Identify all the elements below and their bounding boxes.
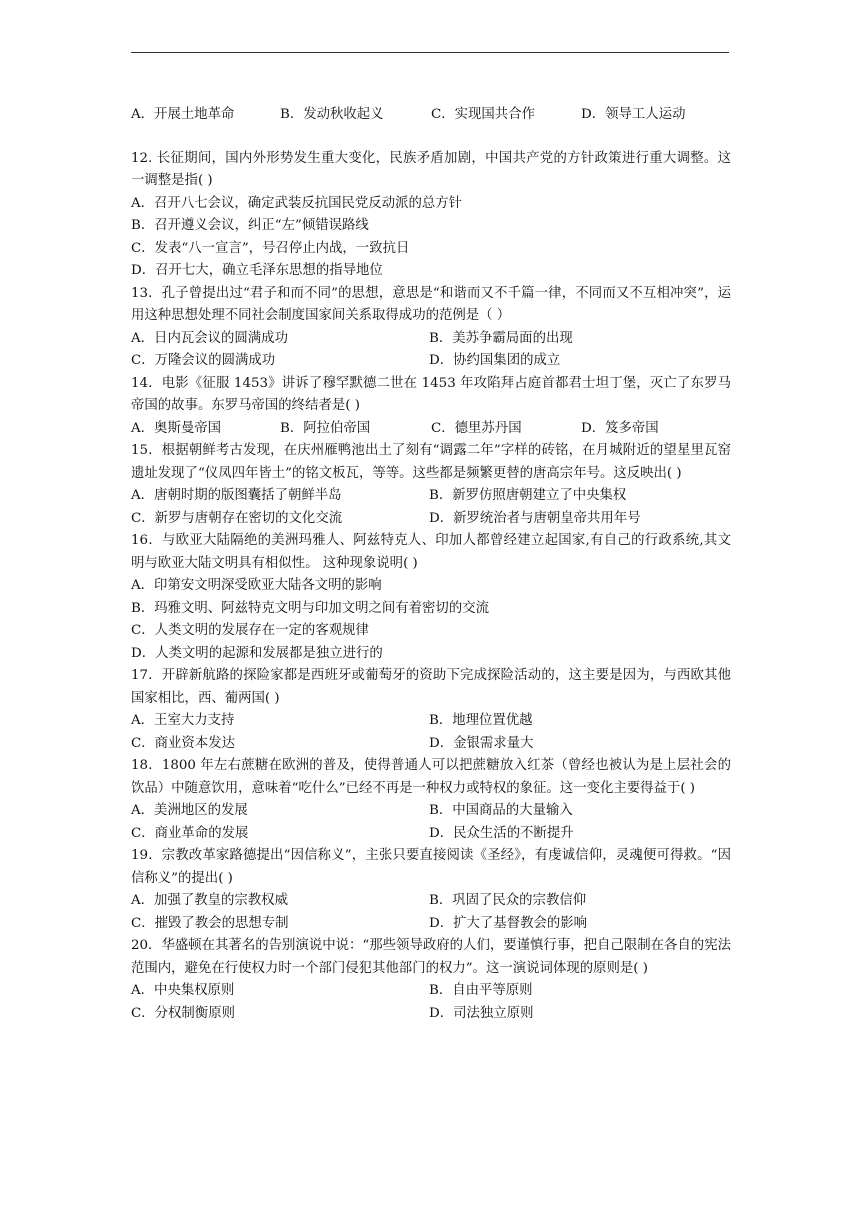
option-d: D．领导工人运动	[581, 107, 686, 122]
option-a: A．唐朝时期的版图囊括了朝鲜半岛	[131, 488, 342, 503]
question-stem: 19．宗教改革家路德提出“因信称义”，主张只要直接阅读《圣经》，有虔诚信仰，灵魂便可得救。“因信称义”的提出( )	[131, 848, 731, 886]
question-stem: 18．1800 年左右蔗糖在欧洲的普及，使得普通人可以把蔗糖放入红茶（曾经也被认为是上层社会的饮品）中随意饮用，意味着“吃什么”已经不再是一种权力或特权的象征。这一变化主要得益于( )	[131, 758, 731, 796]
option-b: B．美苏争霸局面的出现	[429, 330, 573, 346]
question-17	[131, 665, 731, 755]
option-c: C．商业革命的发展	[131, 825, 249, 841]
question-14	[131, 373, 731, 441]
question-list	[131, 104, 731, 1025]
option-c: C．德里苏丹国	[431, 420, 522, 436]
option-a: A．日内瓦会议的圆满成功	[131, 330, 288, 346]
option-a: A．开展土地革命	[131, 107, 235, 122]
option-a: A．奥斯曼帝国	[131, 420, 222, 436]
option-a: A．王室大力支持	[131, 713, 235, 728]
option-d: D．召开七大，确立毛泽东思想的指导地位	[131, 263, 383, 278]
option-b: B．召开遵义会议，纠正“左”倾错误路线	[131, 218, 369, 233]
option-c: C．万隆会议的圆满成功	[131, 353, 276, 368]
option-b: B．自由平等原则	[429, 983, 533, 998]
question-stem: 16．与欧亚大陆隔绝的美洲玛雅人、阿兹特克人、印加人都曾经建立起国家,有自己的行政系统,其文明与欧亚大陆文明具有相似性。 这种现象说明( )	[131, 533, 731, 571]
question-18	[131, 755, 731, 845]
option-b: B．发动秋收起义	[280, 107, 384, 122]
question-16	[131, 530, 731, 665]
question-stem: 14．电影《征服 1453》讲诉了穆罕默德二世在 1453 年攻陷拜占庭首都君士坦丁堡，灭亡了东罗马帝国的故事。东罗马帝国的终结者是( )	[131, 375, 731, 413]
option-c: C．新罗与唐朝存在密切的文化交流	[131, 510, 343, 526]
option-b: B．新罗仿照唐朝建立了中央集权	[429, 488, 627, 503]
question-stem: 15．根据朝鲜考古发现，在庆州雁鸭池出土了刻有“调露二年”字样的砖铭，在月城附近的望星里瓦窑遗址发现了“仪凤四年皆土”的铭文板瓦，等等。这些都是频繁更替的唐高宗年号。这反映出( )	[131, 443, 731, 481]
question-19	[131, 845, 731, 935]
option-d: D．人类文明的起源和发展都是独立进行的	[131, 645, 383, 661]
question-15	[131, 440, 731, 530]
option-c: C．商业资本发达	[131, 735, 235, 751]
question-stem: 17．开辟新航路的探险家都是西班牙或葡萄牙的资助下完成探险活动的，这主要是因为，与西欧其他国家相比，西、葡两国( )	[131, 668, 731, 706]
header-rule	[131, 52, 729, 53]
prev-question-options	[131, 104, 731, 127]
option-c: C．发表“八一宣言”，号召停止内战，一致抗日	[131, 240, 410, 256]
option-a: A．加强了教皇的宗教权威	[131, 893, 288, 908]
option-c: C．人类文明的发展存在一定的客观规律	[131, 623, 369, 638]
option-d: D．扩大了基督教会的影响	[429, 915, 588, 931]
question-stem: 13．孔子曾提出过“君子和而不同”的思想，意思是“和谐而又不千篇一律，不同而又不互相冲突”，运用这种思想处理不同社会制度国家间关系取得成功的范例是（ ）	[131, 285, 731, 323]
option-d: D．司法独立原则	[429, 1005, 534, 1021]
option-d: D．民众生活的不断提升	[429, 825, 574, 841]
option-d: D．协约国集团的成立	[429, 353, 561, 368]
question-13	[131, 283, 731, 373]
option-d: D．金银需求量大	[429, 735, 534, 751]
question-stem: 20．华盛顿在其著名的告别演说中说：“那些领导政府的人们，要谨慎行事，把自己限制在各自的宪法范围内，避免在行使权力时一个部门侵犯其他部门的权力”。这一演说词体现的原则是( )	[131, 938, 731, 976]
option-b: B．巩固了民众的宗教信仰	[429, 893, 587, 908]
option-b: B．中国商品的大量输入	[429, 803, 573, 818]
option-d: D．笈多帝国	[581, 420, 659, 436]
question-12	[131, 148, 731, 283]
option-c: C．实现国共合作	[431, 107, 535, 122]
option-a: A．美洲地区的发展	[131, 803, 248, 818]
question-stem: 12. 长征期间，国内外形势发生重大变化，民族矛盾加剧，中国共产党的方针政策进行重大调整。这一调整是指( )	[131, 150, 731, 188]
option-d: D．新罗统治者与唐朝皇帝共用年号	[429, 510, 641, 526]
option-b: B．阿拉伯帝国	[280, 420, 371, 436]
option-a: A．中央集权原则	[131, 983, 235, 998]
option-a: A．召开八七会议，确定武装反抗国民党反动派的总方针	[131, 195, 463, 211]
option-b: B．地理位置优越	[429, 713, 533, 728]
option-a: A．印第安文明深受欧亚大陆各文明的影响	[131, 578, 382, 593]
option-b: B．玛雅文明、阿兹特克文明与印加文明之间有着密切的交流	[131, 600, 489, 616]
option-c: C．分权制衡原则	[131, 1005, 235, 1021]
option-c: C．摧毁了教会的思想专制	[131, 915, 289, 931]
question-20	[131, 935, 731, 1025]
